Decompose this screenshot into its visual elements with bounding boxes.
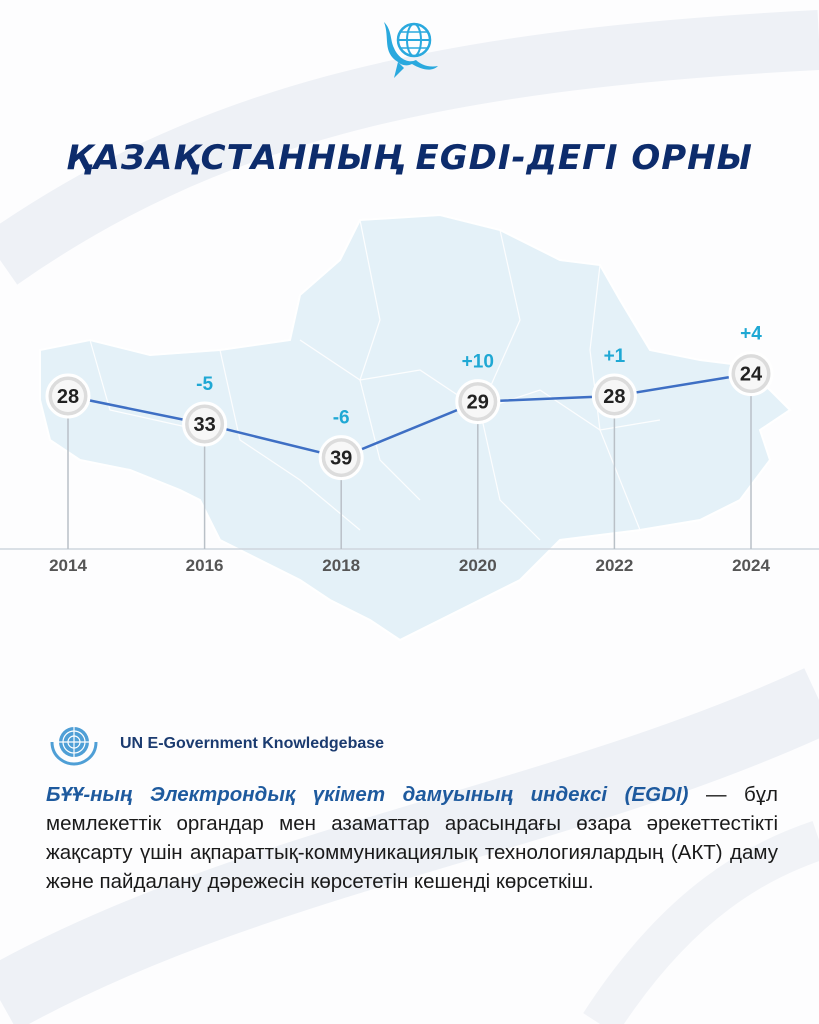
description-text: — бұл мемлекеттік органдар мен азаматтар арасындағы өзара әрекеттестікті жақсарту үшін ақпараттық-коммуникациялық технологиялардың (АКТ) даму және пайдалану дәрежесін көрсететін кешенді көрсеткіш. — [46, 783, 778, 893]
change-label-2020: +10 — [461, 351, 494, 373]
rank-label: 28 — [603, 386, 626, 408]
year-tick-2016: 2016 — [185, 556, 224, 575]
change-label-2018: -6 — [332, 407, 350, 429]
data-point-2022 — [593, 375, 635, 417]
data-point-2020 — [457, 381, 499, 423]
data-point-2018 — [320, 437, 362, 479]
change-label-2016: -5 — [196, 374, 214, 395]
description-term: БҰҰ-ның Электрондық үкімет дамуының индексі (EGDI) — [46, 783, 689, 806]
description — [46, 780, 778, 896]
source-label: UN E-Government Knowledgebase — [120, 735, 385, 752]
rank-label: 29 — [466, 391, 489, 414]
rank-label: 24 — [739, 363, 763, 386]
egdi-rank-chart — [0, 200, 819, 660]
rank-label: 39 — [330, 447, 353, 470]
eagle-globe-logo-icon — [372, 18, 444, 84]
page-title: ҚАЗАҚСТАННЫҢ EGDI-ДЕГІ ОРНЫ — [66, 138, 753, 178]
rank-label: 33 — [193, 414, 216, 436]
year-tick-2018: 2018 — [322, 556, 361, 575]
change-label-2022: +1 — [603, 346, 626, 367]
year-tick-2022: 2022 — [595, 556, 634, 575]
source-block — [46, 722, 384, 766]
change-label-2024: +4 — [740, 323, 762, 345]
data-point-2016 — [184, 403, 226, 445]
data-point-2014 — [47, 375, 89, 417]
rank-label: 28 — [56, 386, 80, 408]
year-tick-2024: 2024 — [732, 556, 770, 575]
data-point-2024 — [730, 353, 772, 395]
year-tick-2020: 2020 — [458, 556, 497, 575]
un-emblem-icon — [46, 722, 102, 766]
year-tick-2014: 2014 — [49, 556, 87, 575]
